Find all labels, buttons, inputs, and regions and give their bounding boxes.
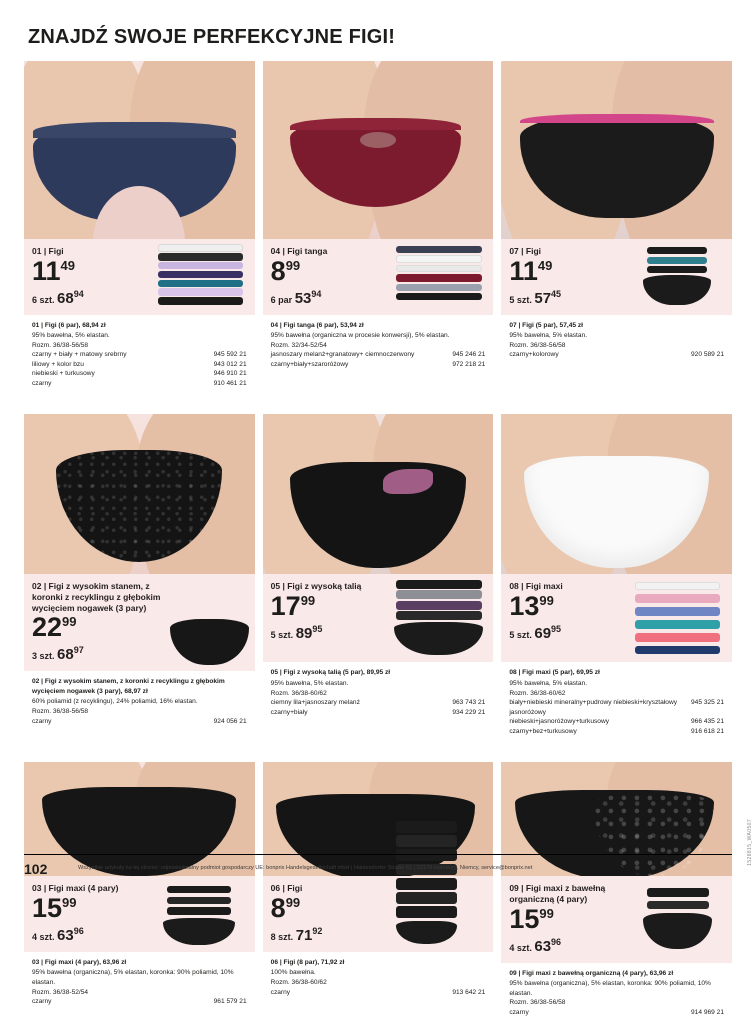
legal-note: Wszystkie artykuły na tej stronie: odpowiedzialny podmiot gospodarczy UE: bonprix Handelsgesellschaft mbH | Haldesdorfer Straße 61 | 22179 Hamburg, Niemcy, service@bonprix.net <box>78 865 533 871</box>
product-desc-06: 06 | Figi (8 par), 71,92 zł 100% bawełna. Rozm. 36/38-60/62 czarny 913 642 21 <box>270 958 486 996</box>
product-photo-02 <box>24 414 255 574</box>
product-title-03: 03 | Figi maxi (4 pary) <box>32 883 119 894</box>
price-band-05 <box>263 574 494 662</box>
pack-image-08 <box>629 578 726 658</box>
price-band-02 <box>24 574 255 671</box>
pack-price-01: 6 szt. $68^{94}$ <box>32 288 84 307</box>
product-title-07: 07 | Figi <box>509 246 541 256</box>
price-band-04 <box>263 239 494 315</box>
pack-price-07: 5 szt. $57^{45}$ <box>509 288 562 307</box>
product-photo-04 <box>263 61 494 239</box>
product-title-06: 06 | Figi <box>270 883 303 894</box>
product-title-09: 09 | Figi maxi z bawełną organiczną (4 pary) <box>509 883 606 904</box>
product-photo-07 <box>501 61 732 239</box>
price-02: $22^{99}$ <box>32 612 77 643</box>
product-desc-03: 03 | Figi maxi (4 pary), 63,96 zł 95% bawełna (organiczna), 5% elastan, koronka: 90% poliamid, 10% elastan. Rozm. 36/38-52/54 czarny 961 579 21 <box>32 958 247 1006</box>
print-code: 1528815_WA0507 <box>747 819 753 866</box>
product-desc-05: 05 | Figi z wysoką talią (5 par), 89,95 zł 95% bawełna, 5% elastan. Rozm. 36/38-60/62 ciemny lila+jasnoszary melanż 963 743 21 czarny+biały 934 229 21 <box>270 669 486 716</box>
pack-image-01 <box>152 243 249 311</box>
price-band-07 <box>501 239 732 315</box>
page-title: ZNAJDŹ SWOJE PERFEKCYJNE FIGI! <box>28 26 396 48</box>
product-desc-08: 08 | Figi maxi (5 par), 69,95 zł 95% bawełna, 5% elastan. Rozm. 36/38-60/62 biały+niebieski mineralny+pudrowy niebieski+kryształowy jasnoróżowy 945 325 21 niebieski+jasnoróżowy+turkusowy 966 435 21 czarny+bez+turkusowy 916 618 21 <box>509 669 724 735</box>
price-04: $8^{99}$ <box>270 255 301 286</box>
price-06: $8^{99}$ <box>270 892 301 923</box>
product-title-01: 01 | Figi <box>32 246 64 256</box>
product-desc-01: 01 | Figi (6 par), 68,94 zł 95% bawełna, 5% elastan. Rozm. 36/38-56/58 czarny + biały + matowy srebrny 945 592 21 liliowy + kolor bzu 943 012 21 niebieski + turkusowy 946 910 21 czarny 910 461 21 <box>32 321 247 387</box>
page-footer <box>24 854 732 900</box>
pack-price-02: 3 szt. $68^{97}$ <box>32 645 84 664</box>
product-title-04: 04 | Figi tanga <box>270 246 328 256</box>
price-01: $11^{49}$ <box>32 255 76 286</box>
product-card-02[interactable] <box>24 414 255 736</box>
product-card-01[interactable] <box>24 61 255 388</box>
product-photo-05 <box>263 414 494 574</box>
price-05: $17^{99}$ <box>270 591 316 622</box>
price-band-01 <box>24 239 255 315</box>
product-title-08: 08 | Figi maxi <box>509 581 563 592</box>
product-card-04[interactable] <box>263 61 494 388</box>
product-title-05: 05 | Figi z wysoką talią <box>270 581 362 592</box>
product-card-07[interactable] <box>501 61 732 388</box>
product-desc-04: 04 | Figi tanga (6 par), 53,94 zł 95% bawełna (organiczna w procesie konwersji), 5% elastan. Rozm. 32/34-52/54 jasnoszary melanż+granatowy+ ciemnoczerwony 945 246 21 czarny+biały+szaroróżowy 972 218 21 <box>270 321 486 368</box>
pack-price-08: 5 szt. $69^{95}$ <box>509 624 562 643</box>
price-03: $15^{99}$ <box>32 892 77 923</box>
product-photo-01 <box>24 61 255 239</box>
pack-image-04 <box>390 243 487 311</box>
price-07: $11^{49}$ <box>509 255 553 286</box>
product-desc-09: 09 | Figi maxi z bawełną organiczną (4 pary), 63,96 zł 95% bawełna (organiczna), 5% elastan, koronka: 90% poliamid, 10% elastan. Rozm. 36/38-56/58 czarny 914 969 21 <box>509 969 724 1016</box>
product-title-02: 02 | Figi z wysokim stanem, z koronki z recyklingu z głębokim wycięciem nogawek (3 pary) <box>32 581 161 613</box>
product-desc-02: 02 | Figi z wysokim stanem, z koronki z recyklingu z głębokim wycięciem nogawek (3 pary), 68,97 zł 60% poliamid (z recyklingu), 24% poliamid, 16% elastan. Rozm. 36/38-56/58 czarny 924 056 21 <box>32 678 247 725</box>
pack-image-05 <box>390 578 487 658</box>
price-08: $13^{99}$ <box>509 591 554 622</box>
product-photo-08 <box>501 414 732 574</box>
price-band-08 <box>501 574 732 662</box>
pack-image-02 <box>170 619 248 665</box>
pack-image-07 <box>629 243 726 311</box>
product-card-05[interactable] <box>263 414 494 736</box>
pack-price-09: 4 szt. $63^{96}$ <box>509 936 562 955</box>
pack-price-06: 8 szt. $71^{92}$ <box>270 925 323 944</box>
pack-price-03: 4 szt. $63^{96}$ <box>32 925 84 944</box>
pack-price-04: 6 par $53^{94}$ <box>270 288 322 307</box>
product-desc-07: 07 | Figi (5 par), 57,45 zł 95% bawełna, 5% elastan. Rozm. 36/38-56/58 czarny+kolorowy 920 589 21 <box>509 321 724 359</box>
pack-price-05: 5 szt. $89^{95}$ <box>270 624 323 643</box>
price-09: $15^{99}$ <box>509 903 554 934</box>
product-card-08[interactable] <box>501 414 732 736</box>
page-number: 102 <box>24 861 48 877</box>
